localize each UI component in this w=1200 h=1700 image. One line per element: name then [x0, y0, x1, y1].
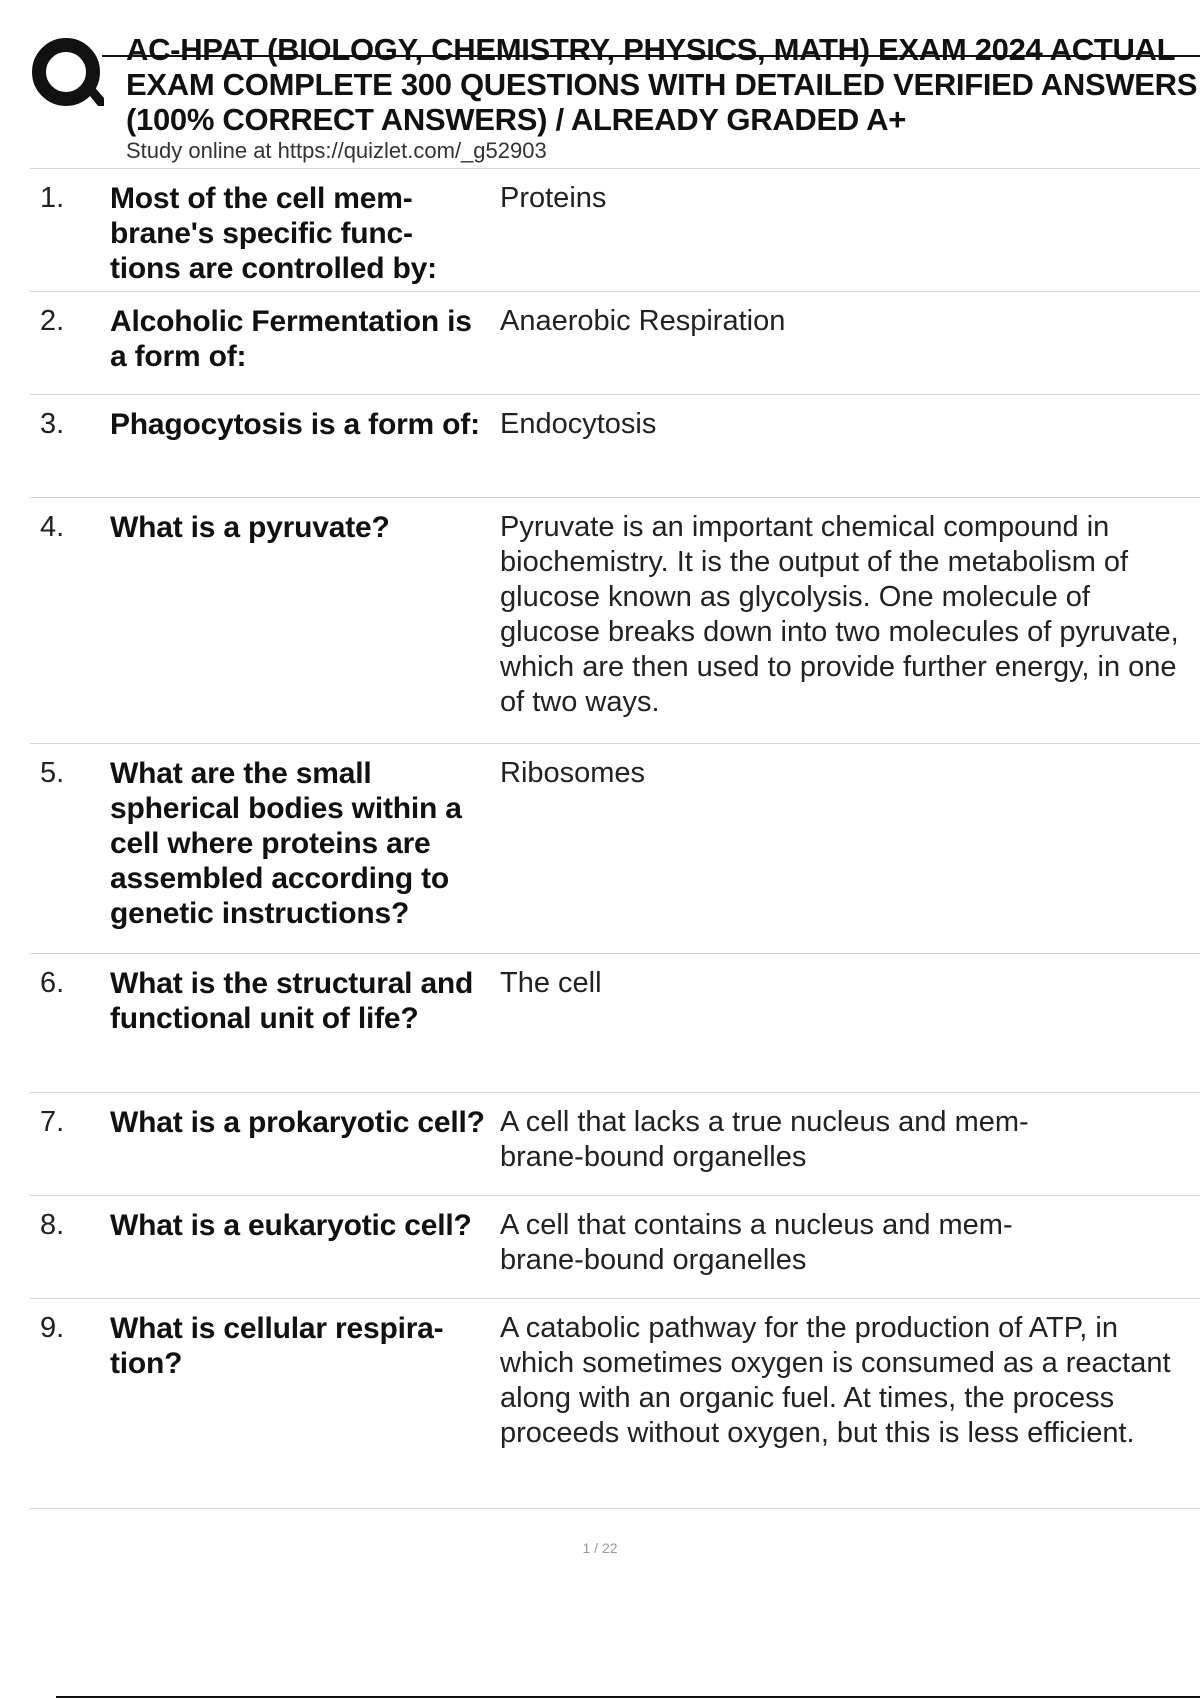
- item-definition: Proteins: [500, 182, 607, 214]
- item-term: What is the structural and functional unit of life?: [110, 967, 474, 1035]
- item-term: What is a pyruvate?: [110, 511, 390, 544]
- title-line-1: AC-HPAT (BIOLOGY, CHEMISTRY, PHYSICS, MATH) EXAM 2024 ACTUAL: [126, 32, 1176, 67]
- item-number: 4.: [40, 511, 65, 543]
- study-online-link[interactable]: Study online at https://quizlet.com/_g52903: [126, 138, 547, 163]
- list-item: [30, 169, 1200, 292]
- item-term: Phagocytosis is a form of:: [110, 408, 480, 441]
- item-term: What are the small spherical bodies within a cell where proteins are assembled according to genetic instructions?: [110, 757, 462, 930]
- item-definition: A cell that lacks a true nucleus and mem- brane-bound organelles: [500, 1106, 1029, 1173]
- footer-divider: [56, 1696, 1200, 1698]
- item-number: 1.: [40, 182, 65, 214]
- item-number: 2.: [40, 305, 65, 337]
- flashcard-list: [30, 169, 1200, 1509]
- list-item: [30, 1196, 1200, 1299]
- list-item: [30, 954, 1200, 1093]
- item-definition: The cell: [500, 967, 602, 999]
- list-item: [30, 1299, 1200, 1509]
- title-line-2: EXAM COMPLETE 300 QUESTIONS WITH DETAILED VERIFIED ANSWERS: [126, 67, 1198, 102]
- title-line-3: (100% CORRECT ANSWERS) / ALREADY GRADED A+: [126, 102, 907, 137]
- document-header: [0, 0, 1200, 170]
- item-definition: A cell that contains a nucleus and mem- brane-bound organelles: [500, 1209, 1013, 1276]
- item-number: 8.: [40, 1209, 65, 1241]
- item-definition: Anaerobic Respiration: [500, 305, 786, 337]
- item-definition: Endocytosis: [500, 408, 657, 440]
- item-term: Most of the cell mem- brane's specific func- tions are controlled by:: [110, 182, 437, 285]
- item-term: What is a eukaryotic cell?: [110, 1209, 472, 1242]
- item-term: What is cellular respira- tion?: [110, 1312, 444, 1380]
- quizlet-logo-icon: [30, 36, 106, 112]
- item-definition: Ribosomes: [500, 757, 646, 789]
- page-indicator: 1 / 22: [582, 1540, 618, 1556]
- item-definition: Pyruvate is an important chemical compound in biochemistry. It is the output of the metabolism of glucose known as glycolysis. One molecule of glucose breaks down into two molecules of pyruvate, which are then used to provide further energy, in one of two ways.: [500, 511, 1179, 718]
- item-number: 6.: [40, 967, 65, 999]
- item-definition: A catabolic pathway for the production of ATP, in which sometimes oxygen is consumed as a reactant along with an organic fuel. At times, the process proceeds without oxygen, but this is less efficient.: [500, 1312, 1171, 1449]
- document-title: [126, 32, 1200, 163]
- item-number: 5.: [40, 757, 65, 789]
- item-number: 3.: [40, 408, 65, 440]
- list-item: [30, 292, 1200, 395]
- item-term: Alcoholic Fermentation is a form of:: [110, 305, 472, 373]
- item-number: 7.: [40, 1106, 65, 1138]
- list-item: [30, 395, 1200, 498]
- item-term: What is a prokaryotic cell?: [110, 1106, 485, 1139]
- item-number: 9.: [40, 1312, 65, 1344]
- list-item: [30, 1093, 1200, 1196]
- list-item: [30, 498, 1200, 744]
- list-item: [30, 744, 1200, 954]
